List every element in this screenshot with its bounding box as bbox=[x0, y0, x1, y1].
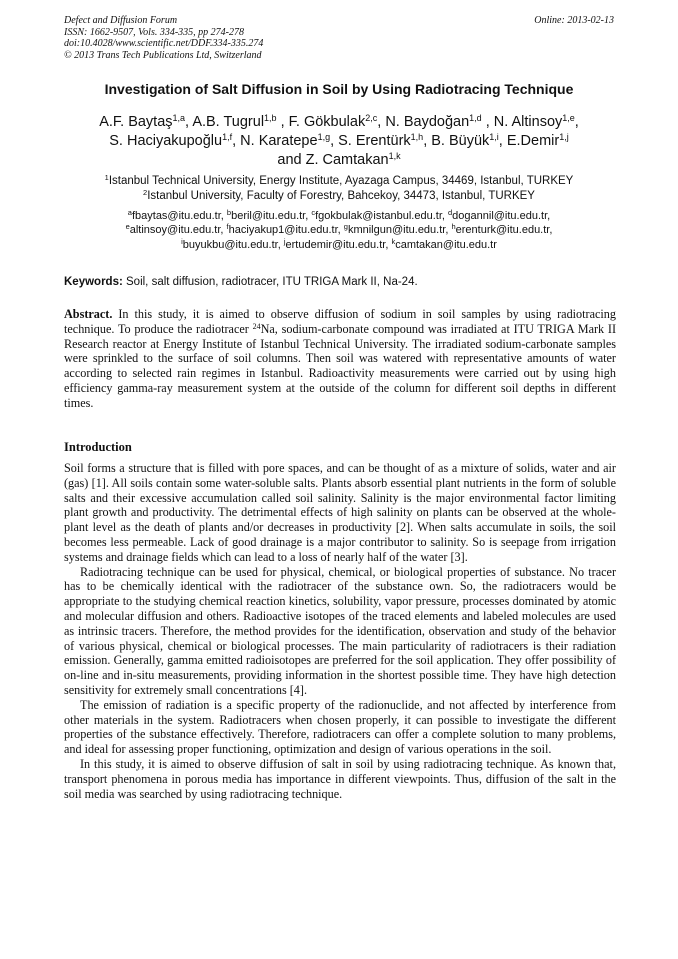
journal-name: Defect and Diffusion Forum bbox=[64, 15, 178, 26]
abstract bbox=[64, 307, 616, 411]
author: A.B. Tugrul$^{1,b}$ bbox=[192, 113, 277, 130]
paragraph: The emission of radiation is a specific property of the radionuclide, and not affected by interference from other materials in the system. Radiotracers when chosen properly, it can possible to investigate the different properties of the substance effectively. Therefore, radiotracers can offer a complete solution to many problems, and ideal for assessing proper functioning, optimization and design of various operations in the soil. bbox=[64, 697, 616, 757]
affiliation: $^1$Istanbul Technical University, Energy Institute, Ayazaga Campus, 34469, Istanbul, TURKEY bbox=[104, 173, 574, 187]
author: N. Altinsoy$^{1,e}$ bbox=[493, 113, 575, 130]
email-link[interactable]: $^g$kmnilgun@itu.edu.tr bbox=[343, 222, 446, 237]
keywords bbox=[64, 275, 616, 289]
introduction-body bbox=[64, 461, 616, 801]
abstract-text-after: Na, sodium-carbonate compound was irradiated at ITU TRIGA Mark II Research reactor at Energy Institute of Istanbul Technical University. The irradiated sodium-carbonate samples were sprinkled to the surface of soil columns. Then soil was watered with representative amounts of water according to selected rain regimes in Istanbul. Radioactivity measurements were carried out by using high efficiency gamma-ray measurement system at the outside of the column for different soil depths in different times. bbox=[64, 321, 617, 410]
author-list: A.F. Baytaş$^{1,a}$, A.B. Tugrul$^{1,b}$ , F. Gökbulak$^{2,c}$, N. Baydoğan$^{1,d}$ , N. Altinsoy$^{1,e}$, S. Haciyakupoğlu$^{1,f}$, N. Karatepe$^{1,g}$, S. Erentürk$^{1,h}$, B. Büyük$^{1,i}$, E.Demir$^{1,j}$ and Z. Camtakan$^{1,k}$ bbox=[99, 113, 579, 168]
paragraph: Soil forms a structure that is filled with pore spaces, and can be thought of as a mixture of solids, water and air (gas) [1]. All soils contain some water-soluble salts. Plants absorb essential plant nutrients in the form of soluble salts and their excessive accumulation called soil salinity. Salinity is the major environmental factor limiting plant growth and productivity. The detrimental effects of high salinity on plants can be observed at the whole-plant level as the death of plants and/or decreases in productivity [2]. When salts accumulate in soils, the soil becomes less permeable. Lack of good drainage is a major contributor to salinity. So is seepage from irrigation systems and drainage fields which can lead to a loss of nearly half of the water [3]. bbox=[64, 461, 616, 564]
email-link[interactable]: $^d$dogannil@itu.edu.tr bbox=[448, 208, 548, 222]
email-link[interactable]: $^c$fgokbulak@istanbul.edu.tr bbox=[311, 208, 442, 222]
keywords-text: Soil, salt diffusion, radiotracer, ITU TRIGA Mark II, Na-24. bbox=[126, 276, 418, 288]
author: Z. Camtakan$^{1,k}$ bbox=[305, 151, 401, 168]
affiliations bbox=[40, 174, 638, 203]
journal-info bbox=[64, 15, 263, 61]
email-link[interactable]: $^j$ertudemir@itu.edu.tr bbox=[283, 236, 386, 251]
email-link[interactable]: $^e$altinsoy@itu.edu.tr bbox=[125, 222, 221, 237]
author: E.Demir$^{1,j}$ bbox=[506, 132, 569, 149]
journal-issn: ISSN: 1662-9507, Vols. 334-335, pp 274-278 bbox=[64, 26, 244, 38]
online-date: Online: 2013-02-13 bbox=[534, 15, 614, 26]
email-link[interactable]: $^f$haciyakup1@itu.edu.tr bbox=[226, 222, 338, 237]
paper-title: Investigation of Salt Diffusion in Soil by Using Radiotracing Technique bbox=[104, 81, 574, 97]
email-link[interactable]: $^b$beril@itu.edu.tr bbox=[226, 208, 306, 222]
paragraph: In this study, it is aimed to observe diffusion of salt in soil by using radiotracing technique. As known that, transport phenomena in porous media has importance in different viewpoints. Thus, diffusion of the salt in the soil media was searched by using radiotracing technique. bbox=[64, 756, 616, 801]
email-link[interactable]: $^k$camtakan@itu.edu.tr bbox=[391, 236, 497, 251]
author: N. Karatepe$^{1,g}$ bbox=[240, 132, 331, 149]
abstract-label: Abstract. bbox=[64, 307, 113, 321]
abstract-text-before: In this study, it is aimed to observe diffusion of sodium in soil samples by using radiotracing technique. To produce the radiotracer bbox=[64, 307, 616, 336]
author: F. Gökbulak$^{2,c}$ bbox=[288, 113, 378, 130]
keywords-label: Keywords: bbox=[64, 276, 123, 288]
email-link[interactable]: $^h$erenturk@itu.edu.tr bbox=[451, 222, 550, 237]
author: N. Baydoğan$^{1,d}$ bbox=[385, 113, 482, 130]
affiliation: $^2$Istanbul University, Faculty of Forestry, Bahcekoy, 34473, Istanbul, TURKEY bbox=[143, 187, 535, 202]
author: A.F. Baytaş$^{1,a}$ bbox=[99, 113, 186, 130]
section-heading-introduction: Introduction bbox=[64, 440, 132, 454]
paragraph: Radiotracing technique can be used for physical, chemical, or biological properties of substance. No tracer has to be chemically identical with the radiotracer of the substance own. So, the radiotracers would be appropriate to the studying chemical reaction kinetics, solubility, vapor pressure, processes dominated by atomic and molecular diffusion and others. Radioactive isotopes of the traced elements and labeled molecules are used as intrinsic tracers. Therefore, the method provides for the identification, observation and study of the behavior of various physical, chemical or biological processes. The main particularity of radiotracers is their radiation emission. Generally, gamma emitted radioisotopes are preferred for the soil application. They offer possibility of on-line and in-situ measurements, providing information in the shortest possible time. They have high detection sensitivity for extremely small concentrations [4]. bbox=[64, 564, 616, 697]
author: B. Büyük$^{1,i}$ bbox=[431, 132, 499, 149]
email-list: $^a$fbaytas@itu.edu.tr, $^b$beril@itu.edu.tr, $^c$fgokbulak@istanbul.edu.tr, $^d$dogannil@itu.edu.tr, $^e$altinsoy@itu.edu.tr, $^f$haciyakup1@itu.edu.tr, $^g$kmnilgun@itu.edu.tr, $^h$erenturk@itu.edu.tr, $^i$buyukbu@itu.edu.tr, $^j$ertudemir@itu.edu.tr, $^k$camtakan@itu.edu.tr bbox=[125, 208, 553, 251]
isotope-mass-number: 24 bbox=[252, 321, 261, 331]
author: S. Erentürk$^{1,h}$ bbox=[338, 132, 424, 149]
author: S. Haciyakupoğlu$^{1,f}$ bbox=[109, 132, 233, 149]
email-link[interactable]: $^a$fbaytas@itu.edu.tr bbox=[127, 208, 221, 222]
author-and: and bbox=[277, 152, 302, 168]
journal-doi: doi:10.4028/www.scientific.net/DDF.334-335.274 bbox=[64, 38, 264, 49]
email-link[interactable]: $^i$buyukbu@itu.edu.tr bbox=[181, 236, 278, 251]
journal-copyright: © 2013 Trans Tech Publications Ltd, Switzerland bbox=[64, 49, 262, 61]
